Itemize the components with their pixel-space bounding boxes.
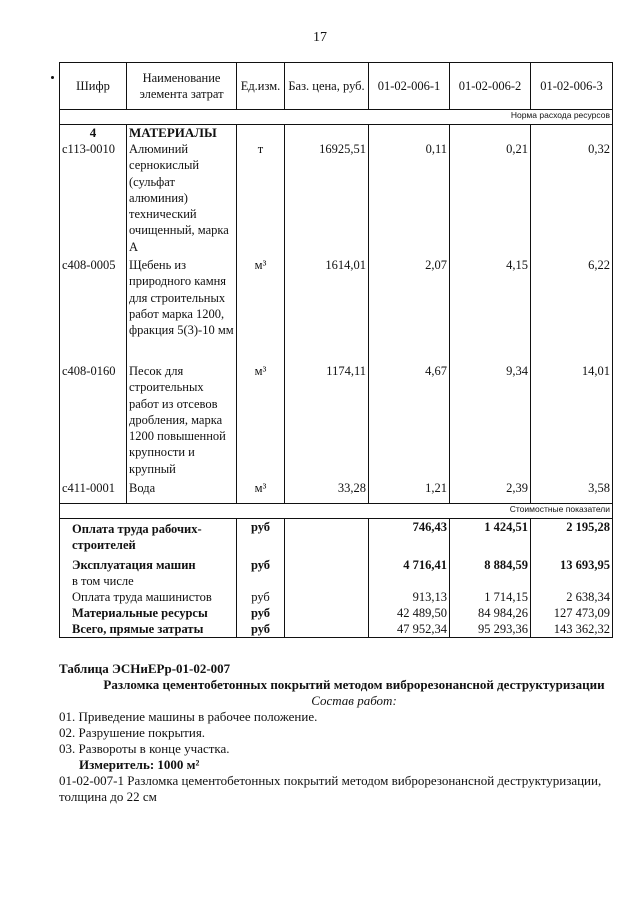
summary-v3: 2 195,28 xyxy=(531,519,613,554)
material-v2: 2,39 xyxy=(450,480,531,504)
summary-v1: 746,43 xyxy=(369,519,450,554)
summary-v3: 2 638,34 xyxy=(531,589,613,605)
summary-v3: 127 473,09 xyxy=(531,605,613,621)
material-code: с408-0005 xyxy=(60,257,127,363)
material-name: Песок для строительных работ из отсевов дробления, марка 1200 повышенной крупности и крупный xyxy=(127,363,237,480)
summary-v3: 13 693,95 xyxy=(531,553,613,589)
summary-v1: 4 716,41 xyxy=(369,553,450,589)
material-v1: 1,21 xyxy=(369,480,450,504)
cost-band-row xyxy=(60,504,613,519)
summary-name: Оплата труда машинистов xyxy=(60,589,237,605)
summary-v2: 8 884,59 xyxy=(450,553,531,589)
material-v1: 4,67 xyxy=(369,363,450,480)
material-price: 1174,11 xyxy=(285,363,369,480)
summary-v1: 47 952,34 xyxy=(369,621,450,638)
composition-label: Состав работ: xyxy=(311,693,397,708)
material-row xyxy=(60,363,613,480)
header-price: Баз. цена, руб. xyxy=(285,63,369,110)
material-row xyxy=(60,141,613,257)
section-row xyxy=(60,125,613,142)
summary-v2: 1 714,15 xyxy=(450,589,531,605)
work-step: 01. Приведение машины в рабочее положение. xyxy=(59,709,318,724)
summary-sub: в том числе xyxy=(72,574,134,588)
material-code: с411-0001 xyxy=(60,480,127,504)
summary-cell xyxy=(60,553,237,589)
summary-row xyxy=(60,589,613,605)
section-title: МАТЕРИАЛЫ xyxy=(127,125,237,142)
material-code: с408-0160 xyxy=(60,363,127,480)
item-description: 01-02-007-1 Разломка цементобетонных покрытий методом виброрезонансной деструктуризации, толщина до 22 см xyxy=(59,773,602,804)
section-number: 4 xyxy=(60,125,127,142)
summary-name: Оплата труда рабочих-строителей xyxy=(60,519,237,554)
material-name: Вода xyxy=(127,480,237,504)
summary-v1: 913,13 xyxy=(369,589,450,605)
material-row xyxy=(60,257,613,363)
material-v1: 2,07 xyxy=(369,257,450,363)
summary-unit: руб xyxy=(237,553,285,589)
header-name: Наименование элемента затрат xyxy=(127,63,237,110)
material-v3: 6,22 xyxy=(531,257,613,363)
summary-unit: руб xyxy=(237,589,285,605)
header-col1: 01-02-006-1 xyxy=(369,63,450,110)
material-row xyxy=(60,480,613,504)
header-col3: 01-02-006-3 xyxy=(531,63,613,110)
summary-v2: 84 984,26 xyxy=(450,605,531,621)
material-v2: 9,34 xyxy=(450,363,531,480)
summary-name: Всего, прямые затраты xyxy=(60,621,237,638)
resource-table xyxy=(59,62,613,638)
header-col2: 01-02-006-2 xyxy=(450,63,531,110)
summary-row xyxy=(60,621,613,638)
summary-row xyxy=(60,605,613,621)
margin-dot xyxy=(51,76,54,79)
material-v2: 0,21 xyxy=(450,141,531,257)
table-header-row xyxy=(60,63,613,110)
material-unit: т xyxy=(237,141,285,257)
material-price: 1614,01 xyxy=(285,257,369,363)
summary-row xyxy=(60,519,613,554)
work-step: 03. Развороты в конце участка. xyxy=(59,741,230,756)
header-unit: Ед.изм. xyxy=(237,63,285,110)
summary-row xyxy=(60,553,613,589)
header-code: Шифр xyxy=(60,63,127,110)
norm-band-row xyxy=(60,110,613,125)
work-step: 02. Разрушение покрытия. xyxy=(59,725,206,740)
summary-v3: 143 362,32 xyxy=(531,621,613,638)
material-name: Щебень из природного камня для строительных работ марка 1200, фракция 5(3)-10 мм xyxy=(127,257,237,363)
norm-band: Норма расхода ресурсов xyxy=(60,110,613,125)
material-code: с113-0010 xyxy=(60,141,127,257)
meter: Измеритель: 1000 м² xyxy=(79,757,200,772)
page-number: 17 xyxy=(313,30,327,45)
table-title: Разломка цементобетонных покрытий методом виброрезонансной деструктуризации xyxy=(103,677,605,692)
material-v3: 14,01 xyxy=(531,363,613,480)
summary-v2: 95 293,36 xyxy=(450,621,531,638)
table-description xyxy=(59,661,619,805)
material-v1: 0,11 xyxy=(369,141,450,257)
material-unit: м³ xyxy=(237,257,285,363)
material-price: 33,28 xyxy=(285,480,369,504)
summary-name: Материальные ресурсы xyxy=(60,605,237,621)
material-v3: 0,32 xyxy=(531,141,613,257)
material-v3: 3,58 xyxy=(531,480,613,504)
table-name: Таблица ЭСНиЕРр-01-02-007 xyxy=(59,661,231,676)
material-price: 16925,51 xyxy=(285,141,369,257)
summary-name: Эксплуатация машин xyxy=(72,558,196,572)
material-v2: 4,15 xyxy=(450,257,531,363)
summary-unit: руб xyxy=(237,621,285,638)
summary-v2: 1 424,51 xyxy=(450,519,531,554)
cost-band: Стоимостные показатели xyxy=(60,504,613,519)
material-name: Алюминий сернокислый (сульфат алюминия) технический очищенный, марка А xyxy=(127,141,237,257)
summary-v1: 42 489,50 xyxy=(369,605,450,621)
summary-unit: руб xyxy=(237,605,285,621)
summary-unit: руб xyxy=(237,519,285,554)
material-unit: м³ xyxy=(237,480,285,504)
material-unit: м³ xyxy=(237,363,285,480)
